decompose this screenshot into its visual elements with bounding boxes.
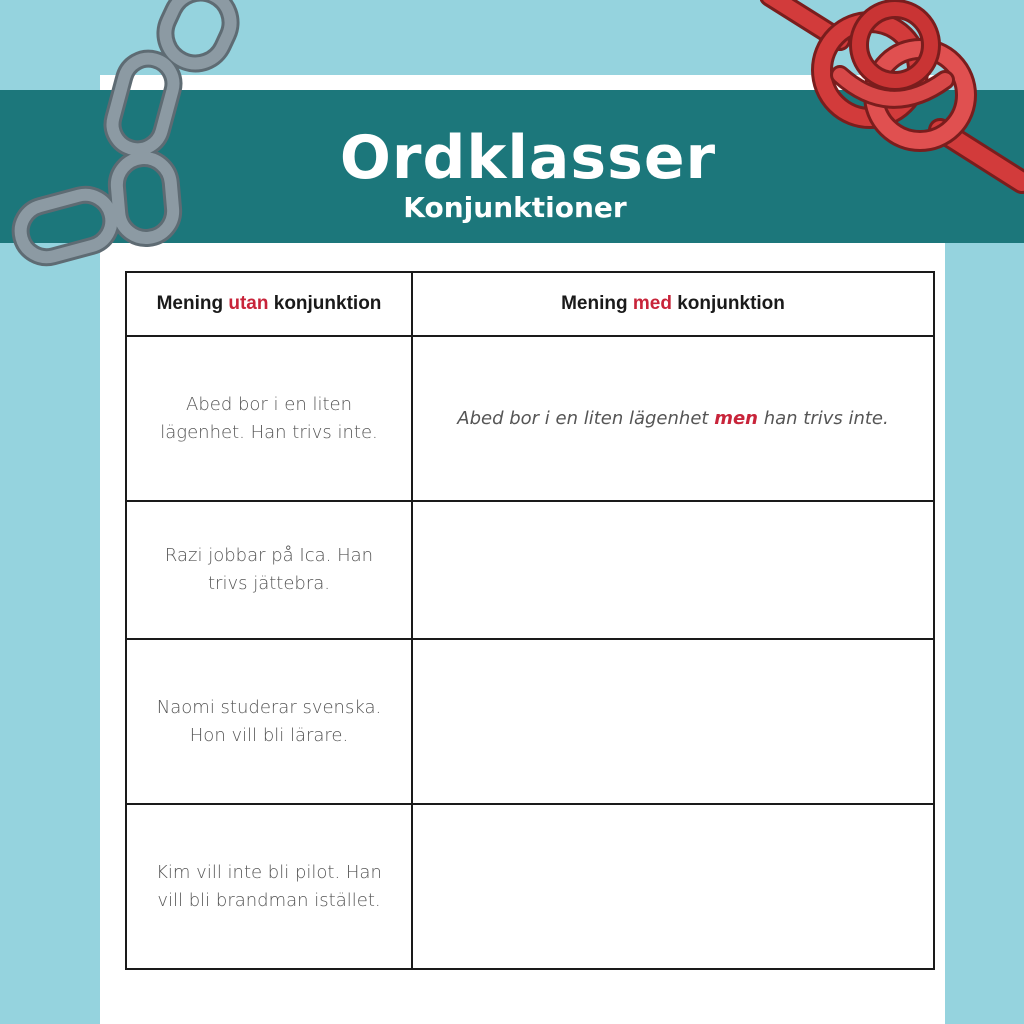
- header-accent-word: med: [632, 293, 672, 314]
- sentence-without-conjunction: Razi jobbar på Ica. Han trivs jättebra.: [126, 501, 412, 639]
- page-title: Ordklasser: [339, 123, 717, 193]
- table-row: [126, 336, 934, 501]
- answer-cell[interactable]: [412, 639, 934, 804]
- column-header-with: Mening med konjunktion: [412, 272, 934, 336]
- sentence-without-conjunction: Abed bor i en liten lägenhet. Han trivs inte.: [126, 336, 412, 501]
- column-header-without: Mening utan konjunktion: [126, 272, 412, 336]
- table-row: [126, 639, 934, 804]
- sentence-without-conjunction: Naomi studerar svenska. Hon vill bli lärare.: [126, 639, 412, 804]
- table-row: [126, 804, 934, 969]
- table-row: [126, 501, 934, 639]
- answer-cell[interactable]: [412, 501, 934, 639]
- sentence-without-conjunction: Kim vill inte bli pilot. Han vill bli brandman istället.: [126, 804, 412, 969]
- page-subtitle: Konjunktioner: [403, 191, 627, 224]
- answer-cell[interactable]: [412, 804, 934, 969]
- conjunction-word: men: [714, 408, 758, 429]
- table-header-row: [126, 272, 934, 336]
- conjunction-table: [125, 271, 935, 970]
- header-accent-word: utan: [228, 293, 269, 314]
- sentence-with-conjunction[interactable]: Abed bor i en liten lägenhet men han trivs inte.: [412, 336, 934, 501]
